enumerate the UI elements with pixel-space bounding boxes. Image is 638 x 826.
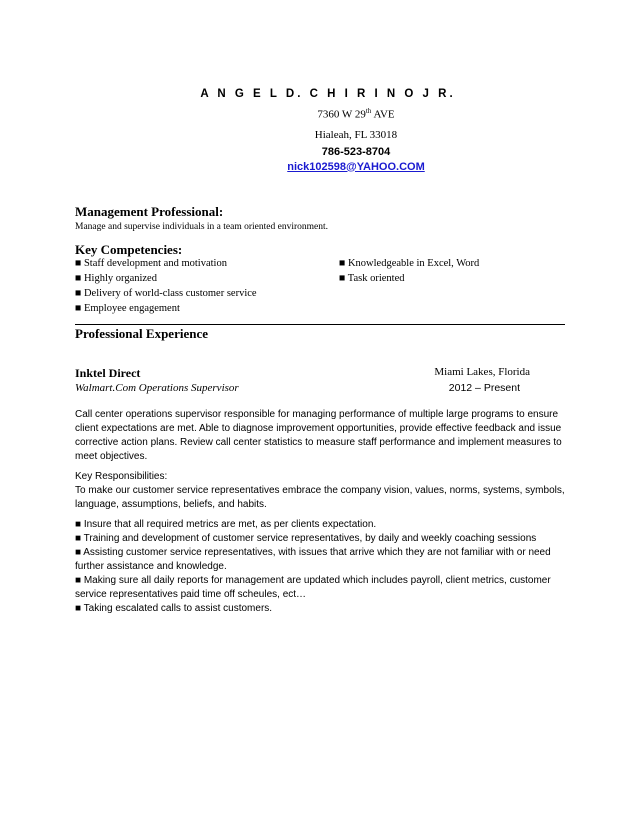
responsibilities-label: Key Responsibilities:	[75, 471, 168, 482]
competencies-list	[75, 256, 555, 316]
bullet-item: ■ Assisting customer service representatives, with issues that arrive which they are not familiar with or need further assistance and knowledge.	[75, 547, 551, 572]
company-name: Inktel Direct	[75, 366, 141, 380]
address-line-2: Hialeah, FL 33018	[314, 128, 398, 141]
address-suffix: th	[365, 107, 372, 115]
address-street-type: AVE	[371, 108, 395, 121]
job-description-text: Call center operations supervisor responsible for managing performance of multiple large programs to ensure client expectations are met. Able to diagnose improvement opportunities, provide effective feedback and issue corrective action plans. Review call center statistics to measure staff performance and implement measures to meet objectives.	[75, 409, 562, 462]
bullet-item: ■ Making sure all daily reports for management are updated which includes payroll, client metrics, customer service representatives paid time off scheules, ect…	[75, 575, 551, 600]
competency-item: ■ Delivery of world-class customer service	[75, 288, 257, 299]
responsibilities	[75, 470, 565, 512]
responsibility-bullets	[75, 518, 565, 616]
candidate-name: A N G E L D. C H I R I N O J R.	[200, 88, 456, 100]
competency-item: ■ Task oriented	[339, 273, 405, 284]
job-subheader	[75, 382, 530, 394]
section-divider	[75, 324, 565, 325]
bullet-item: ■ Insure that all required metrics are met, as per clients expectation.	[75, 519, 377, 530]
competency-item: ■ Staff development and motivation	[75, 258, 227, 269]
competency-item: ■ Knowledgeable in Excel, Word	[339, 258, 480, 269]
summary-text: Manage and supervise individuals in a team oriented environment.	[75, 222, 328, 232]
resume-header	[0, 88, 638, 173]
address-street: 7360 W 29	[317, 108, 366, 121]
address-line-1	[74, 103, 638, 124]
bullet-item: ■ Training and development of customer service representatives, by daily and weekly coaching sessions	[75, 533, 537, 544]
experience-title: Professional Experience	[75, 326, 208, 341]
bullet-item: ■ Taking escalated calls to assist customers.	[75, 603, 273, 614]
competencies-title: Key Competencies:	[75, 242, 183, 257]
responsibilities-text: To make our customer service representatives embrace the company vision, values, norms, systems, symbols, language, assumptions, beliefs, and habits.	[75, 485, 565, 510]
phone-number: 786-523-8704	[321, 145, 391, 158]
job-header	[75, 366, 530, 381]
competency-item: ■ Employee engagement	[75, 303, 180, 314]
competency-item: ■ Highly organized	[75, 273, 157, 284]
job-dates: 2012 – Present	[448, 382, 520, 394]
job-description	[75, 408, 565, 464]
email-link[interactable]: nick102598@YAHOO.COM	[287, 160, 425, 173]
summary-title: Management Professional:	[75, 204, 224, 219]
job-location: Miami Lakes, Florida	[434, 366, 530, 378]
job-role: Walmart.Com Operations Supervisor	[75, 382, 239, 394]
